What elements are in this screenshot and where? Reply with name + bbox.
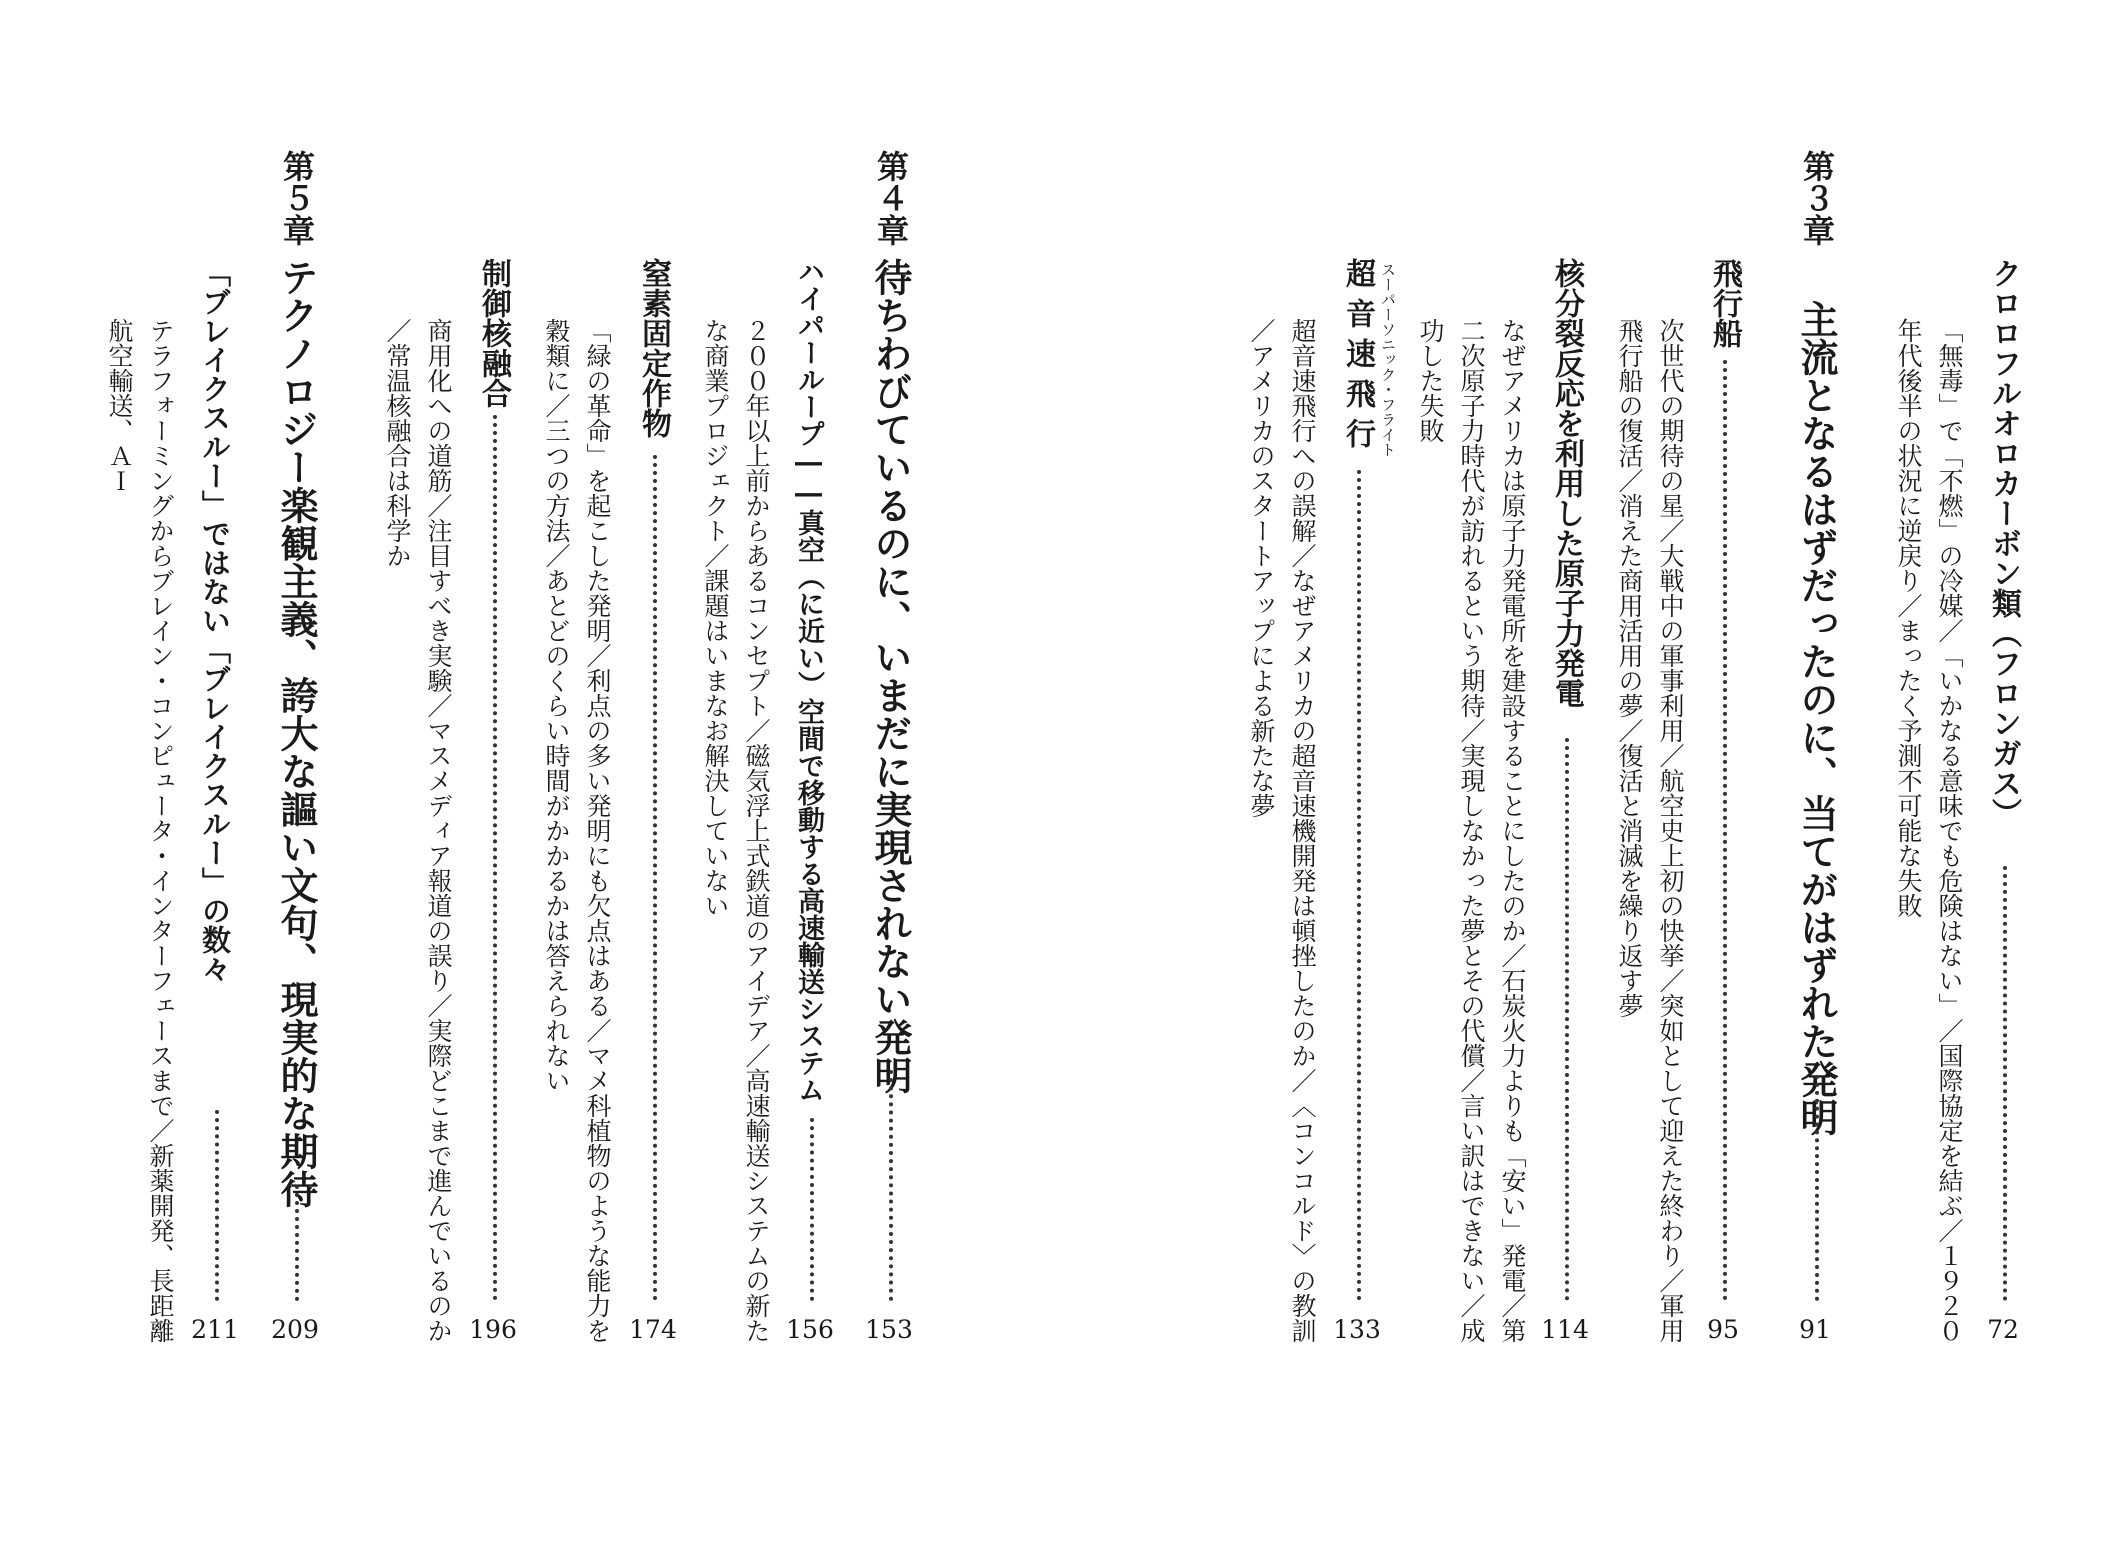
chapter-label: 第５章 xyxy=(278,150,316,246)
leader-dots xyxy=(653,455,657,1301)
page-number: 91 xyxy=(1799,1315,1831,1344)
page-number: 211 xyxy=(191,1315,239,1344)
toc-entry-title: 超音速飛行 xyxy=(1340,258,1375,458)
toc-entry-description: 「緑の革命」を起こした発明／利点の多い発明にも欠点はある／マメ科植物のような能力を xyxy=(583,318,612,1343)
leader-dots xyxy=(810,1118,814,1301)
toc-entry-description: ／常温核融合は科学か xyxy=(383,318,412,568)
page-number: 72 xyxy=(1987,1315,2019,1344)
toc-entry-description: ２００年以上前からあるコンセプト／磁気浮上式鉄道のアイデア／高速輸送システムの新た xyxy=(742,318,771,1343)
leader-dots xyxy=(1357,470,1361,1301)
chapter-label: 第３章 xyxy=(1798,150,1836,246)
chapter-title: 待ちわびているのに、いまだに実現されない発明 xyxy=(868,258,912,1094)
page-number: 196 xyxy=(469,1315,517,1344)
toc-entry-title: 窒素固定作物 xyxy=(636,258,671,438)
chapter-title: 主流となるはずだったのに、当てがはずれた発明 xyxy=(1794,300,1838,1136)
toc-entry-description: 「無毒」で「不燃」の冷媒／「いかなる意味でも危険はない」／国際協定を結ぶ／１９２０ xyxy=(1935,318,1964,1343)
toc-entry-description: な商業プロジェクト／課題はいまなお解決していない xyxy=(701,318,730,918)
leader-dots xyxy=(889,1070,893,1301)
toc-entry-description: 飛行船の復活／消えた商用活用の夢／復活と消滅を繰り返す夢 xyxy=(1615,318,1644,1018)
toc-entry-title: 制御核融合 xyxy=(476,258,511,408)
ruby-reading: スーパーソニック・フライト xyxy=(1379,262,1397,457)
chapter-label: 第４章 xyxy=(872,150,910,246)
leader-dots xyxy=(1815,1075,1819,1301)
page-number: 153 xyxy=(865,1315,913,1344)
toc-entry-description: なぜアメリカは原子力発電所を建設することにしたのか／石炭火力よりも「安い」発電／第 xyxy=(1498,318,1527,1343)
toc-entry-description: 年代後半の状況に逆戻り／まったく予測不可能な失敗 xyxy=(1894,318,1923,918)
toc-entry-description: 穀類に／三つの方法／あとどのくらい時間がかかるかは答えられない xyxy=(542,318,571,1093)
toc-entry-description: 商用化への道筋／注目すべき実験／マスメディア報道の誤り／実際どこまで進んでいるのか xyxy=(424,318,453,1343)
page-number: 174 xyxy=(629,1315,677,1344)
leader-dots xyxy=(1723,360,1727,1301)
toc-entry-title: 「ブレイクスルー」ではない「ブレイクスルー」の数々 xyxy=(198,258,232,983)
toc-entry-description: テラフォーミングからブレイン・コンピュータ・インターフェースまで／新薬開発、長距離 xyxy=(146,318,175,1343)
toc-entry-description: 次世代の期待の星／大戦中の軍事利用／航空史上初の快挙／突如として迎えた終わり／軍用 xyxy=(1656,318,1685,1343)
toc-entry-description: 二次原子力時代が訪れるという期待／実現しなかった夢とその代償／言い訳はできない／成 xyxy=(1457,318,1486,1343)
toc-entry-description: 航空輸送、ＡＩ xyxy=(105,318,134,493)
toc-entry-title: クロロフルオロカーボン類（フロンガス） xyxy=(1986,258,2021,828)
toc-entry-description: 超音速飛行への誤解／なぜアメリカの超音速機開発は頓挫したのか／〈コンコルド〉の教訓 xyxy=(1288,318,1317,1343)
toc-entry-description: 功した失敗 xyxy=(1416,318,1445,443)
page-number: 114 xyxy=(1541,1315,1589,1344)
toc-entry-title: 飛行船 xyxy=(1707,258,1742,348)
leader-dots xyxy=(1565,738,1569,1301)
page-number: 209 xyxy=(271,1315,319,1344)
leader-dots xyxy=(295,1185,299,1301)
page-number: 95 xyxy=(1707,1315,1739,1344)
chapter-title: テクノロジー楽観主義、誇大な謳い文句、現実的な期待 xyxy=(274,258,318,1208)
page-number: 133 xyxy=(1333,1315,1381,1344)
leader-dots xyxy=(2003,866,2007,1301)
leader-dots xyxy=(493,415,497,1301)
toc-entry-title: ハイパーループ――真空（に近い）空間で移動する高速輸送システム xyxy=(793,258,824,1103)
toc-entry-description: ／アメリカのスタートアップによる新たな夢 xyxy=(1247,318,1276,818)
toc-entry-title: 核分裂反応を利用した原子力発電 xyxy=(1549,258,1584,708)
page-number: 156 xyxy=(786,1315,834,1344)
leader-dots xyxy=(215,1110,219,1301)
